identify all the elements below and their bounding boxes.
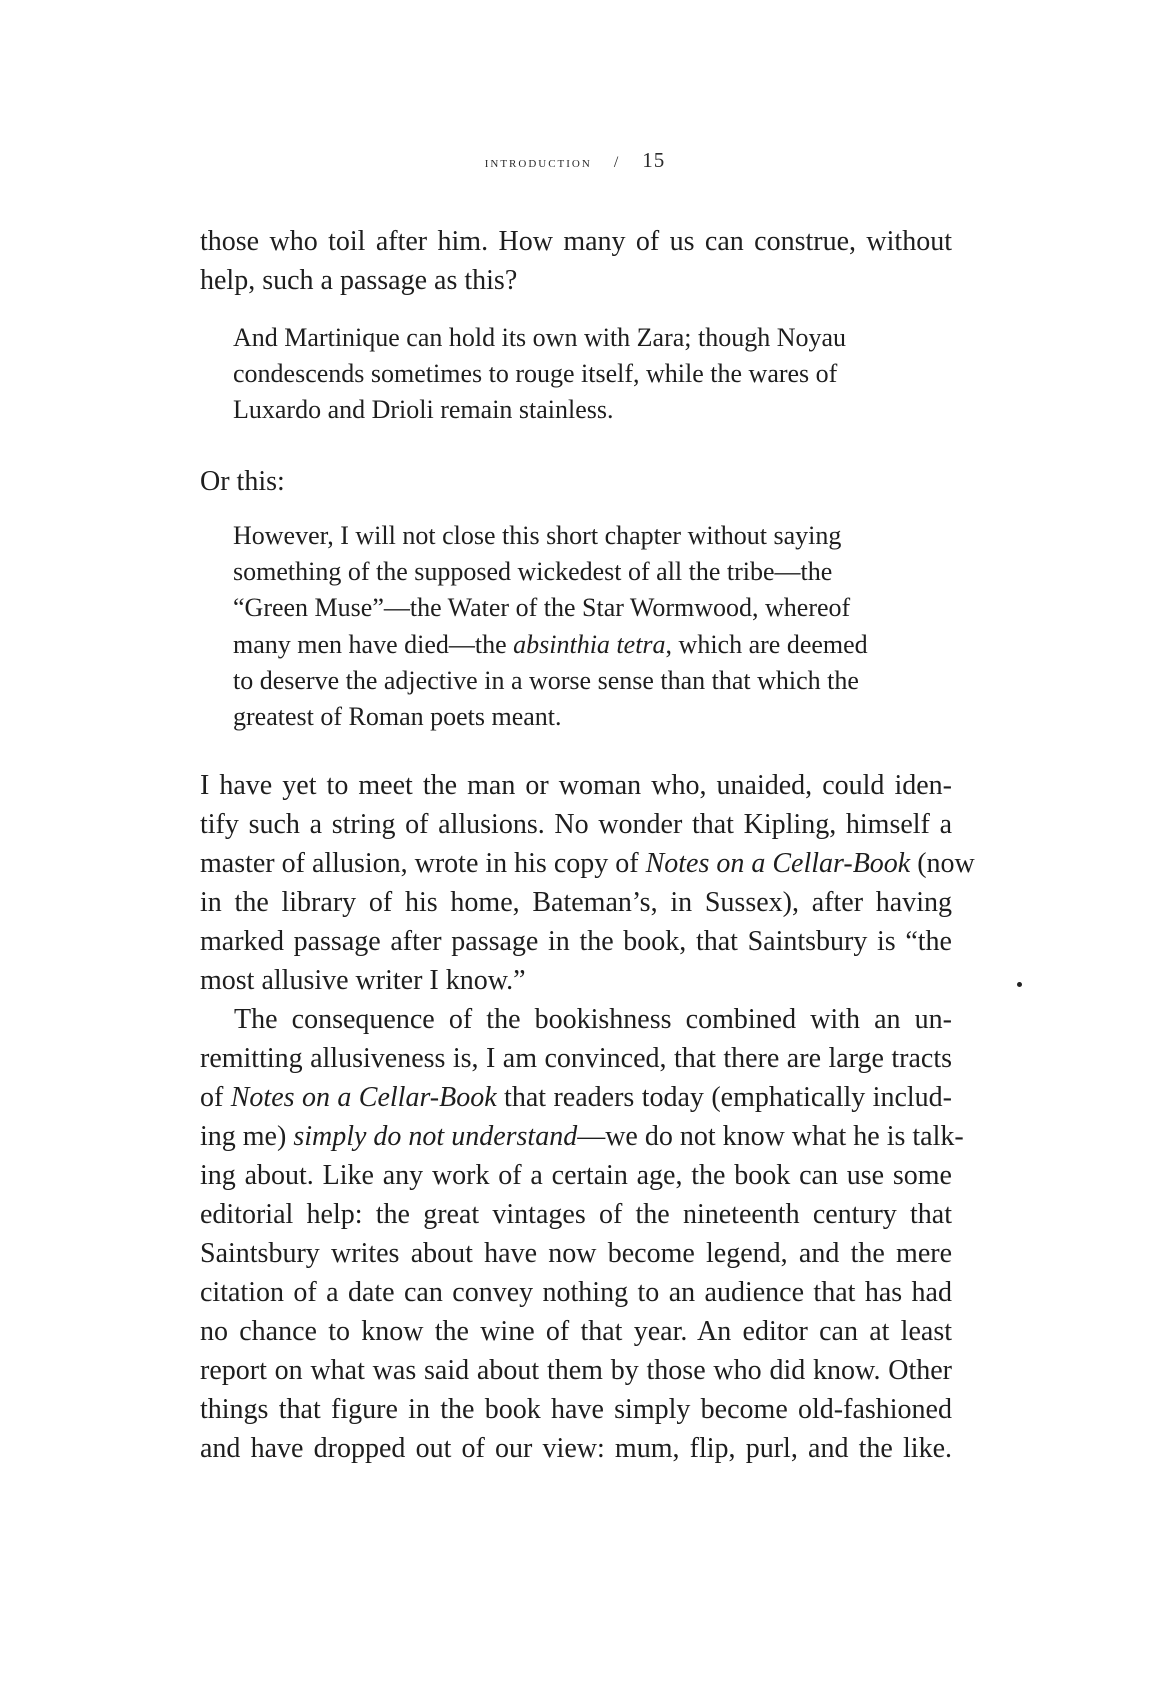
paragraph-1 bbox=[200, 222, 952, 300]
text-line: help, such a passage as this? bbox=[200, 265, 518, 296]
quote-text: , which are deemed bbox=[665, 629, 868, 659]
text-line: Or this: bbox=[200, 466, 285, 497]
text-run: —we do not know what he is talk- bbox=[577, 1121, 964, 1152]
text-line: those who toil after him. How many of us can construe, without bbox=[200, 226, 952, 257]
text-line: editorial help: the great vintages of the nineteenth century that bbox=[200, 1199, 952, 1230]
running-head-separator: / bbox=[613, 154, 621, 171]
quote-line: And Martinique can hold its own with Zara; though Noyau bbox=[233, 323, 847, 352]
text-line: and have dropped out of our view: mum, flip, purl, and the like. bbox=[200, 1433, 952, 1464]
text-run: that readers today (emphatically includ- bbox=[496, 1082, 952, 1113]
quote-line: condescends sometimes to rouge itself, while the wares of bbox=[233, 359, 838, 389]
quote-line: However, I will not close this short chapter without saying bbox=[233, 521, 842, 550]
text-line: ing about. Like any work of a certain age, the book can use some bbox=[200, 1160, 952, 1191]
paragraph-2 bbox=[200, 766, 975, 1000]
text-line: I have yet to meet the man or woman who, unaided, could iden- bbox=[200, 770, 952, 801]
text-line: things that figure in the book have simply become old-fashioned bbox=[200, 1394, 952, 1425]
running-head bbox=[0, 148, 1150, 173]
quote-line bbox=[233, 627, 933, 663]
quote-line: to deserve the adjective in a worse sense than that which the bbox=[233, 665, 859, 695]
text-line: no chance to know the wine of that year. An editor can at least bbox=[200, 1316, 952, 1347]
page-number: 15 bbox=[642, 148, 666, 172]
quote-line: “Green Muse”—the Water of the Star Wormwood, whereof bbox=[233, 593, 851, 623]
quote-line: Luxardo and Drioli remain stainless. bbox=[233, 395, 614, 425]
text-line: report on what was said about them by those who did know. Other bbox=[200, 1355, 952, 1386]
text-line bbox=[200, 1117, 964, 1156]
text-line bbox=[200, 844, 975, 883]
text-line: tify such a string of allusions. No wonder that Kipling, himself a bbox=[200, 809, 952, 840]
block-quote-1 bbox=[233, 320, 933, 429]
text-run: of bbox=[200, 1082, 231, 1113]
italic-phrase: absinthia tetra bbox=[513, 629, 666, 659]
paragraph-3 bbox=[200, 1000, 964, 1468]
text-line: marked passage after passage in the book, that Saintsbury is “the bbox=[200, 926, 952, 957]
text-line: citation of a date can convey nothing to an audience that has had bbox=[200, 1277, 952, 1308]
quote-line: something of the supposed wickedest of all the tribe—the bbox=[233, 557, 833, 587]
text-line: most allusive writer I know.” bbox=[200, 965, 526, 996]
text-line: Saintsbury writes about have now become legend, and the mere bbox=[200, 1238, 952, 1269]
text-run: ing me) bbox=[200, 1121, 294, 1152]
text-line bbox=[200, 1078, 952, 1117]
running-head-section: introduction bbox=[484, 154, 592, 171]
block-quote-2 bbox=[233, 518, 933, 735]
book-title: Notes on a Cellar-Book bbox=[645, 848, 911, 879]
italic-phrase: simply do not understand bbox=[293, 1121, 578, 1152]
quote-text: many men have died—the bbox=[233, 629, 514, 659]
text-line: The consequence of the bookishness combined with an un- bbox=[234, 1004, 952, 1035]
text-run: master of allusion, wrote in his copy of bbox=[200, 848, 646, 879]
stray-mark bbox=[1017, 982, 1022, 987]
quote-line: greatest of Roman poets meant. bbox=[233, 702, 562, 732]
book-title: Notes on a Cellar-Book bbox=[230, 1082, 497, 1113]
or-this-line bbox=[200, 462, 952, 501]
text-line: remitting allusiveness is, I am convinced, that there are large tracts bbox=[200, 1043, 952, 1074]
text-run: (now bbox=[910, 848, 975, 879]
text-line: in the library of his home, Bateman’s, in Sussex), after having bbox=[200, 887, 952, 918]
